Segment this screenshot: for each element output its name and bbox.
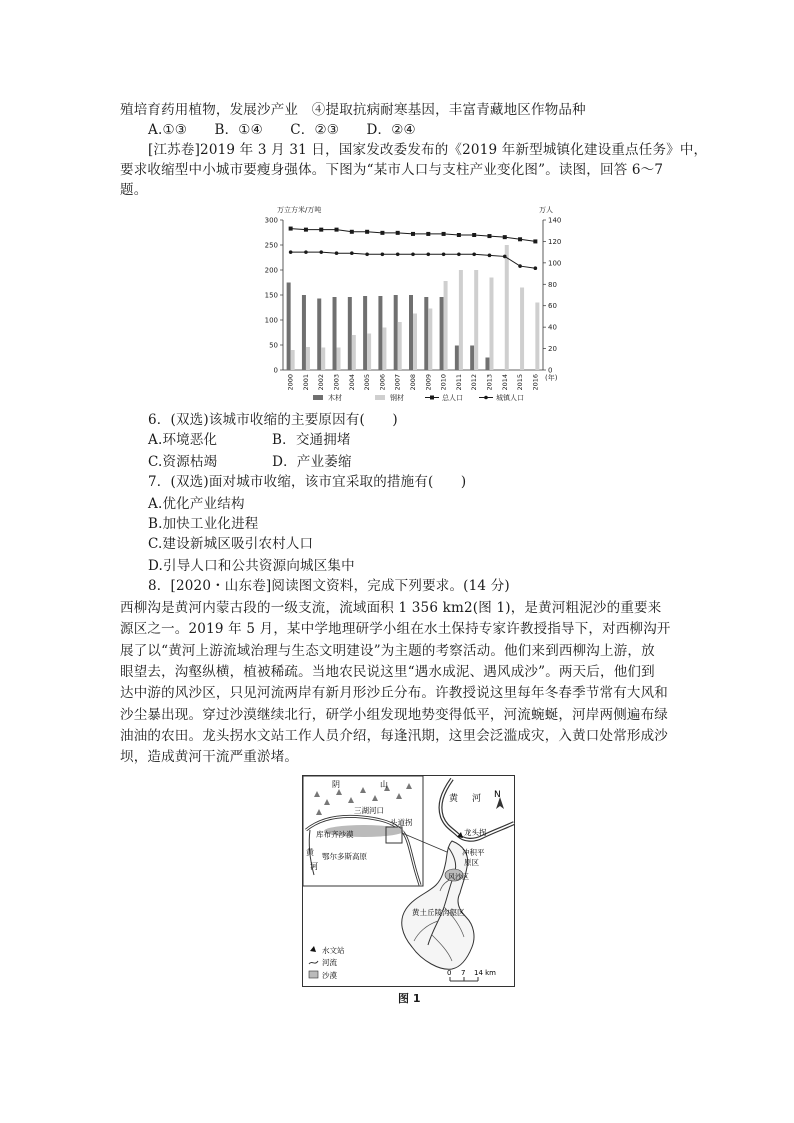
- point-总人口: [365, 230, 369, 234]
- bar-木材: [317, 299, 321, 371]
- label-ordos-plateau: 鄂尔多斯高原: [322, 852, 367, 861]
- scale-label-0: 0: [447, 969, 452, 977]
- point-城镇人口: [411, 252, 415, 256]
- text-line-13: D.引导人口和公共资源向城区集中: [148, 558, 355, 574]
- right-tick-label: 40: [548, 323, 557, 332]
- label-longtou-guai: 龙头拐: [464, 828, 487, 837]
- bar-木材: [409, 295, 413, 370]
- legend-desert-label: 沙漠: [322, 971, 337, 980]
- point-总人口: [289, 227, 293, 231]
- legend-marker-总人口: [430, 396, 434, 400]
- bar-钢材: [321, 348, 325, 371]
- bar-木材: [424, 297, 428, 370]
- point-总人口: [533, 239, 537, 243]
- text-line-3: [江苏卷]2019 年 3 月 31 日，国家发改委发布的《2019 年新型城镇化建设重点任务》中，: [148, 142, 708, 158]
- x-tick-label: 2010: [439, 374, 448, 391]
- point-城镇人口: [426, 252, 430, 256]
- bar-钢材: [444, 281, 448, 370]
- scale-label-7: 7: [461, 969, 466, 977]
- text-line-20: 沙尘暴出现。穿过沙漠继续北行，研学小组发现地势变得低平，河流蜿蜒，河岸两侧遍布绿: [120, 707, 668, 723]
- text-line-6: 6．(双选)该城市收缩的主要原因有( ): [148, 412, 398, 428]
- legend-swatch-钢材: [375, 395, 385, 400]
- label-fengsha-zone: 风沙区: [448, 873, 469, 881]
- text-line-17: 展了以“黄河上游流域治理与生态文明建设”为主题的考察活动。他们来到西柳沟上游，放: [120, 643, 655, 659]
- bar-钢材: [428, 309, 432, 371]
- point-城镇人口: [518, 264, 522, 268]
- bar-钢材: [352, 335, 356, 370]
- x-tick-label: 2011: [454, 374, 463, 391]
- right-tick-label: 100: [548, 259, 562, 268]
- text-line-9: 7．(双选)面对城市收缩，该市宜采取的措施有( ): [148, 474, 467, 490]
- right-tick-label: 140: [548, 216, 562, 225]
- x-tick-label: 2012: [470, 374, 479, 391]
- bar-木材: [440, 297, 444, 370]
- bar-木材: [302, 295, 306, 370]
- point-总人口: [457, 233, 461, 237]
- bar-钢材: [474, 270, 478, 370]
- point-总人口: [442, 232, 446, 236]
- point-总人口: [380, 231, 384, 235]
- label-sanhu-hekou: 三湖河口: [354, 806, 384, 815]
- x-tick-label: 2009: [424, 374, 433, 391]
- x-tick-label: 2004: [347, 374, 356, 391]
- label-toudao-guai: 头道拐: [390, 818, 413, 827]
- label-chongji: 冲积平: [462, 848, 485, 857]
- text-line-16: 源区之一。2019 年 5 月，某中学地理研学小组在水土保持专家许教授指导下，对西柳沟开: [120, 621, 671, 637]
- x-tick-label: 2016: [531, 374, 540, 391]
- text-line-14: 8．[2020・山东卷]阅读图文资料，完成下列要求。(14 分): [148, 578, 510, 594]
- point-城镇人口: [503, 255, 507, 259]
- bar-木材: [394, 295, 398, 370]
- population-industry-chart: [255, 200, 575, 410]
- left-tick-label: 300: [264, 216, 278, 225]
- bar-钢材: [489, 278, 493, 371]
- point-总人口: [518, 237, 522, 241]
- label-huang-main: 黄: [449, 794, 459, 804]
- text-line-10: A.优化产业结构: [148, 496, 245, 512]
- label-yinshan-2: 山: [380, 780, 388, 789]
- left-tick-label: 0: [273, 366, 278, 375]
- x-tick-label: 2003: [332, 374, 341, 391]
- point-城镇人口: [350, 251, 354, 255]
- legend-desert-icon: [309, 971, 318, 978]
- bar-钢材: [413, 314, 417, 371]
- right-tick-label: 0: [548, 366, 553, 375]
- point-总人口: [396, 231, 400, 235]
- legend-label-城镇人口: 城镇人口: [496, 394, 524, 402]
- text-line-1: 殖培育药用植物，发展沙产业 ④提取抗病耐寒基因，丰富青藏地区作物品种: [120, 102, 586, 118]
- text-line-18: 眼望去，沟壑纵横，植被稀疏。当地农民说这里“遇水成泥、遇风成沙”。两天后，他们到: [120, 664, 655, 680]
- left-tick-label: 100: [264, 316, 278, 325]
- bar-钢材: [382, 328, 386, 371]
- point-总人口: [350, 230, 354, 234]
- bar-木材: [455, 346, 459, 371]
- right-tick-label: 60: [548, 302, 557, 311]
- bar-钢材: [291, 350, 295, 370]
- x-tick-label: 2008: [409, 374, 417, 391]
- x-tick-label: 2001: [301, 374, 310, 391]
- point-城镇人口: [335, 251, 339, 255]
- point-城镇人口: [534, 266, 538, 270]
- x-tick-label: 2015: [516, 374, 525, 391]
- point-城镇人口: [472, 252, 476, 256]
- text-line-11: B.加快工业化进程: [148, 516, 259, 532]
- x-tick-label: 2014: [500, 374, 509, 391]
- left-tick-label: 200: [264, 266, 278, 275]
- y-axis-left-label: 万立方米/万吨: [277, 206, 322, 214]
- scale-label-14: 14 km: [474, 969, 497, 977]
- legend-swatch-木材: [313, 395, 323, 400]
- bar-木材: [348, 297, 352, 370]
- point-城镇人口: [396, 252, 400, 256]
- x-tick-label: 2006: [378, 374, 387, 391]
- text-line-7: A.环境恶化 B．交通拥堵: [148, 432, 351, 448]
- point-城镇人口: [365, 252, 369, 256]
- text-line-19: 达中游的风沙区，只见河流两岸有新月形沙丘分布。许教授说这里每年冬春季节常有大风和: [120, 685, 668, 701]
- bar-木材: [378, 296, 382, 370]
- point-总人口: [472, 233, 476, 237]
- right-tick-label: 80: [548, 280, 557, 289]
- label-loess-hilly-zone: 黄土丘陵沟壑区: [412, 908, 465, 917]
- left-tick-label: 150: [264, 291, 278, 300]
- figure-caption: 图 1: [398, 992, 421, 1005]
- left-tick-label: 50: [269, 341, 278, 350]
- legend-marker-城镇人口: [484, 396, 488, 400]
- point-总人口: [304, 228, 308, 232]
- map-inset: [303, 776, 423, 886]
- point-城镇人口: [304, 250, 308, 254]
- x-tick-label: 2007: [393, 374, 402, 391]
- xiliugou-watershed-map: [302, 775, 515, 987]
- text-line-5: 题。: [120, 182, 148, 198]
- point-总人口: [411, 232, 415, 236]
- point-城镇人口: [381, 252, 385, 256]
- y-axis-right-label: 万人: [539, 206, 553, 214]
- text-line-15: 西柳沟是黄河内蒙古段的一级支流，流域面积 1 356 km2(图 1)，是黄河粗泥沙的重要来: [120, 600, 662, 616]
- label-he-main: 河: [472, 794, 482, 804]
- legend-label-总人口: 总人口: [442, 394, 463, 402]
- point-总人口: [319, 228, 323, 232]
- point-总人口: [426, 232, 430, 236]
- left-tick-label: 250: [264, 241, 278, 250]
- x-tick-label: 2005: [363, 374, 372, 391]
- point-总人口: [335, 228, 339, 232]
- right-tick-label: 120: [548, 237, 562, 246]
- x-axis-unit: (年): [545, 374, 558, 382]
- text-line-21: 油油的农田。龙头拐水文站工作人员介绍，每逢汛期，这里会泛滥成灾，入黄口处常形成沙: [120, 728, 668, 744]
- point-城镇人口: [319, 250, 323, 254]
- text-line-12: C.建设新城区吸引农村人口: [148, 536, 314, 552]
- text-line-2: A.①③ B．①④ C．②③ D．②④: [148, 122, 416, 138]
- right-tick-label: 20: [548, 345, 557, 354]
- bar-木材: [333, 297, 337, 370]
- text-line-22: 坝，造成黄河干流严重淤堵。: [120, 749, 299, 765]
- x-tick-label: 2013: [485, 374, 494, 391]
- legend-label-钢材: 钢材: [390, 394, 404, 402]
- legend-station-label: 水文站: [322, 946, 345, 955]
- bar-木材: [485, 358, 489, 371]
- bar-钢材: [337, 348, 341, 371]
- point-城镇人口: [442, 252, 446, 256]
- legend-river-label: 河流: [322, 958, 337, 967]
- bar-木材: [363, 296, 367, 370]
- bar-钢材: [520, 288, 524, 371]
- bar-钢材: [459, 270, 463, 370]
- point-总人口: [503, 235, 507, 239]
- bar-钢材: [505, 245, 509, 370]
- text-line-8: C.资源枯竭 D．产业萎缩: [148, 454, 352, 470]
- label-yinshan-1: 阴: [332, 780, 340, 789]
- bar-钢材: [398, 322, 402, 370]
- text-line-4: 要求收缩型中小城市要瘦身强体。下图为“某市人口与支柱产业变化图”。读图，回答 6～7: [120, 162, 664, 178]
- bar-木材: [470, 346, 474, 371]
- legend-label-木材: 木材: [328, 394, 342, 402]
- bar-钢材: [306, 347, 310, 370]
- label-he-inset: 河: [310, 862, 318, 871]
- point-城镇人口: [488, 254, 492, 258]
- label-yuanqu: 原区: [464, 858, 479, 867]
- x-tick-label: 2002: [317, 374, 326, 391]
- label-huang-inset: 黄: [306, 848, 314, 857]
- point-总人口: [487, 234, 491, 238]
- point-城镇人口: [457, 252, 461, 256]
- bar-钢材: [535, 303, 539, 371]
- point-城镇人口: [289, 250, 293, 254]
- label-kubuqi-desert: 库布齐沙漠: [316, 830, 354, 839]
- bar-木材: [287, 283, 291, 371]
- bar-钢材: [367, 334, 371, 371]
- x-tick-label: 2000: [286, 374, 295, 391]
- label-north: N: [494, 790, 501, 800]
